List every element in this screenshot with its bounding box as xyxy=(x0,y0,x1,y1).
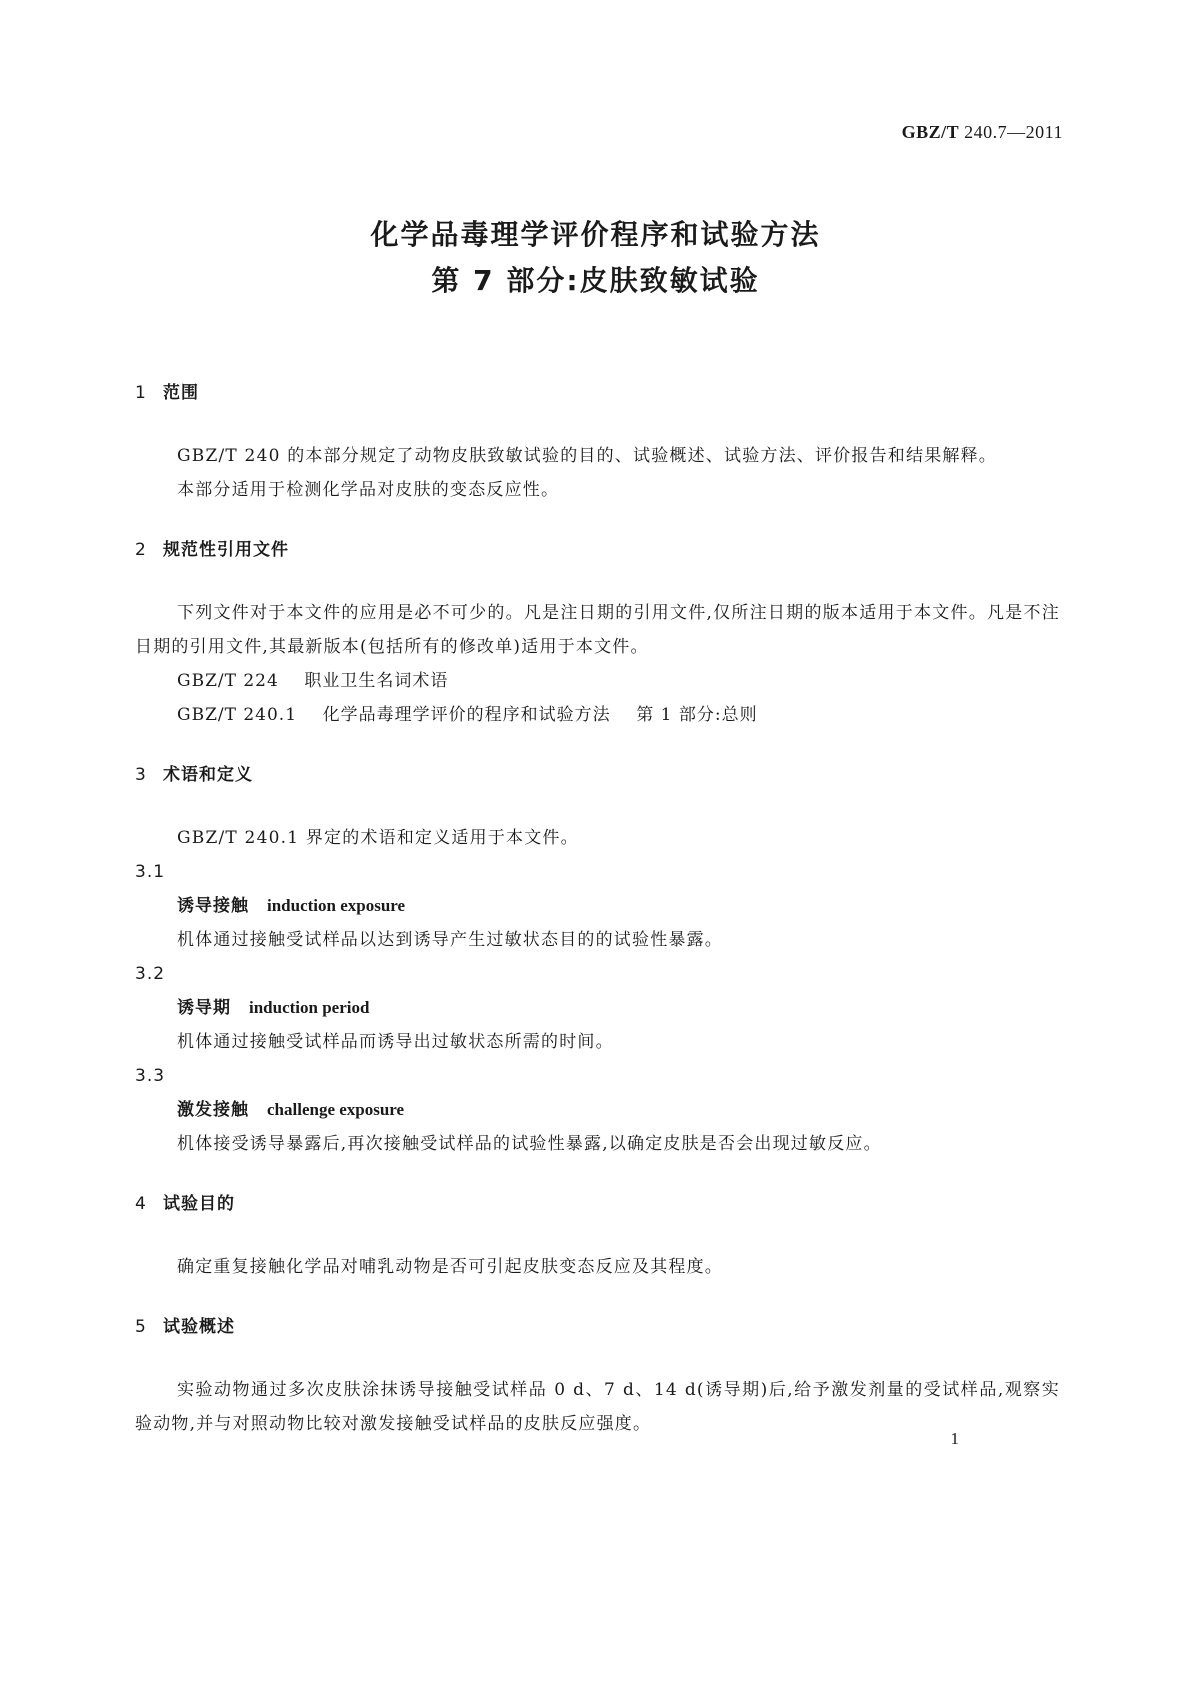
term-name xyxy=(135,889,1060,923)
section-1-paragraph-1: GBZ/T 240 的本部分规定了动物皮肤致敏试验的目的、试验概述、试验方法、评价报告和结果解释。 xyxy=(177,446,998,466)
term-name-zh: 激发接触 xyxy=(177,1100,249,1120)
section-title: 规范性引用文件 xyxy=(163,540,289,560)
section-title: 范围 xyxy=(163,383,199,403)
section-3-paragraph-1: GBZ/T 240.1 界定的术语和定义适用于本文件。 xyxy=(177,828,579,848)
normative-reference-2: GBZ/T 240.1 化学品毒理学评价的程序和试验方法 第 1 部分:总则 xyxy=(177,705,758,725)
section-number: 2 xyxy=(135,540,147,560)
term-name-en: challenge exposure xyxy=(267,1100,405,1119)
section-title: 试验概述 xyxy=(163,1317,235,1337)
section-4-heading xyxy=(135,1189,1060,1214)
section-4-paragraph-1: 确定重复接触化学品对哺乳动物是否可引起皮肤变态反应及其程度。 xyxy=(177,1257,723,1277)
standard-code xyxy=(902,122,1063,143)
section-3-heading xyxy=(135,760,1060,785)
term-number: 3.3 xyxy=(135,1066,166,1086)
section-number: 4 xyxy=(135,1194,147,1214)
document-body xyxy=(135,378,1060,1441)
title-line-2: 第 7 部分:皮肤致敏试验 xyxy=(431,264,760,297)
section-1-paragraph-2: 本部分适用于检测化学品对皮肤的变态反应性。 xyxy=(177,480,560,500)
term-name-zh: 诱导期 xyxy=(177,998,231,1018)
section-5-paragraph-1: 实验动物通过多次皮肤涂抹诱导接触受试样品 0 d、7 d、14 d(诱导期)后,给予激发剂量的受试样品,观察实验动物,并与对照动物比较对激发接触受试样品的皮肤反应强度。 xyxy=(135,1380,1060,1434)
section-number: 3 xyxy=(135,765,147,785)
term-name-zh: 诱导接触 xyxy=(177,896,249,916)
standard-code-number: 240.7—2011 xyxy=(959,122,1063,142)
term-name xyxy=(135,1093,1060,1127)
section-number: 5 xyxy=(135,1317,147,1337)
term-definition: 机体接受诱导暴露后,再次接触受试样品的试验性暴露,以确定皮肤是否会出现过敏反应。 xyxy=(177,1134,882,1154)
term-name-en: induction period xyxy=(249,998,370,1017)
section-1-heading xyxy=(135,378,1060,403)
normative-reference-1: GBZ/T 224 职业卫生名词术语 xyxy=(177,671,449,691)
section-number: 1 xyxy=(135,383,147,403)
term-name-en: induction exposure xyxy=(267,896,406,915)
section-2-heading xyxy=(135,535,1060,560)
section-5-heading xyxy=(135,1312,1060,1337)
section-2-paragraph-1: 下列文件对于本文件的应用是必不可少的。凡是注日期的引用文件,仅所注日期的版本适用于本文件。凡是不注日期的引用文件,其最新版本(包括所有的修改单)适用于本文件。 xyxy=(135,603,1060,657)
term-number: 3.2 xyxy=(135,964,166,984)
term-definition: 机体通过接触受试样品以达到诱导产生过敏状态目的的试验性暴露。 xyxy=(177,930,723,950)
term-definition: 机体通过接触受试样品而诱导出过敏状态所需的时间。 xyxy=(177,1032,614,1052)
page-number: 1 xyxy=(950,1429,959,1448)
section-title: 试验目的 xyxy=(163,1194,235,1214)
title-line-1: 化学品毒理学评价程序和试验方法 xyxy=(370,218,821,251)
standard-code-prefix: GBZ/T xyxy=(901,122,960,142)
term-name xyxy=(135,991,1060,1025)
section-title: 术语和定义 xyxy=(163,765,253,785)
document-title xyxy=(0,212,1191,304)
term-number: 3.1 xyxy=(135,862,166,882)
